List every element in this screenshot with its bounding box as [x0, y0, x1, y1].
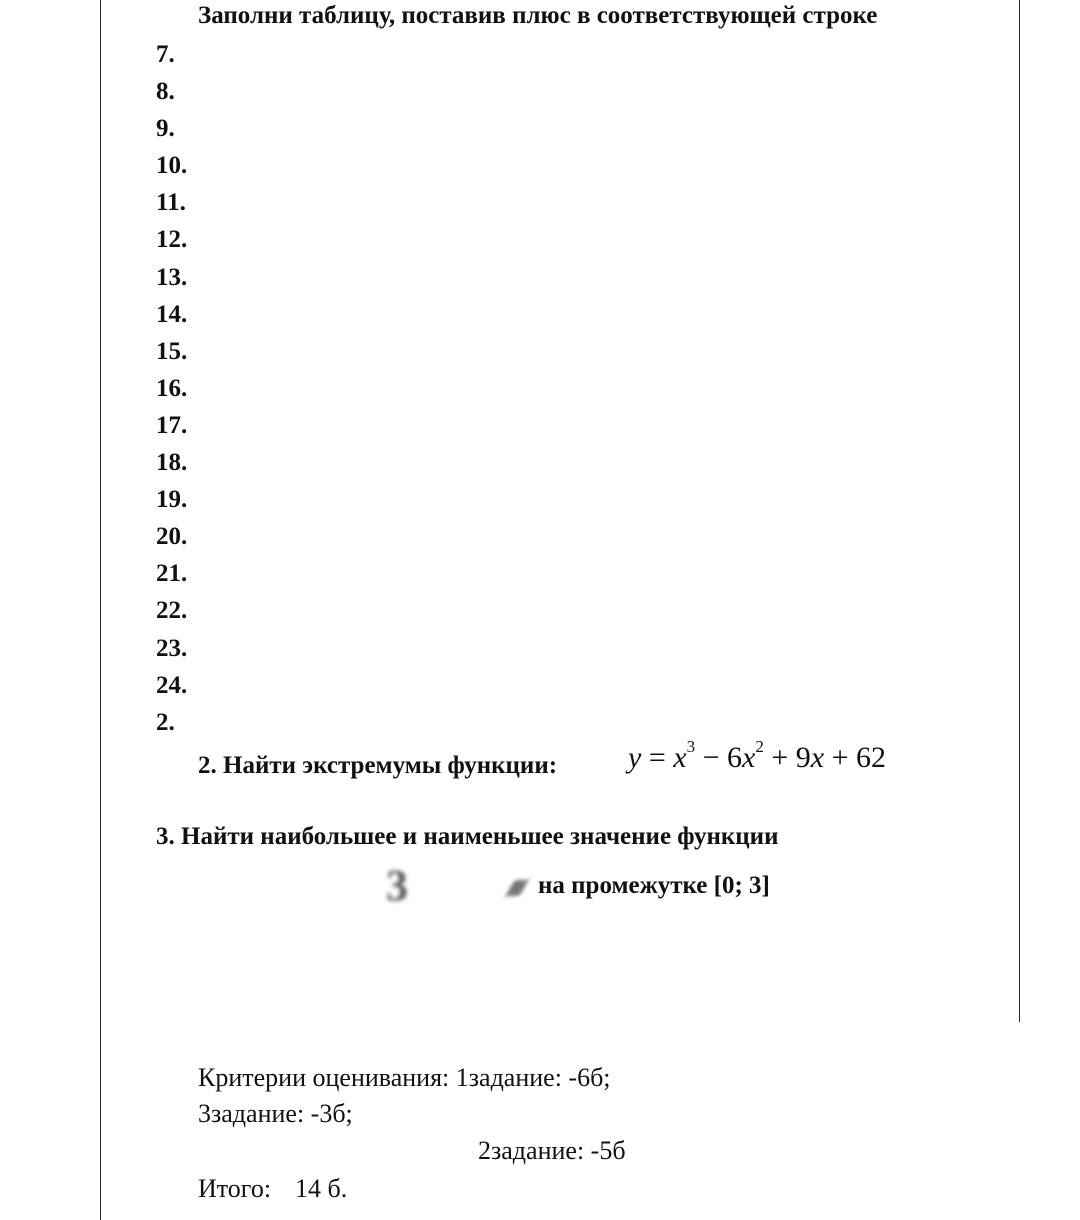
formula-plus: + 9	[763, 741, 811, 774]
list-item: 16.	[156, 374, 188, 402]
list-item: 11.	[156, 189, 186, 217]
list-item: 24.	[156, 671, 188, 699]
table-instruction-heading: Заполни таблицу, поставив плюс в соответствующей строке	[198, 2, 878, 29]
list-item: 19.	[156, 486, 188, 514]
page-border-right	[1019, 0, 1020, 1022]
criteria-line2: 3задание: -3б;	[198, 1099, 353, 1128]
formula-minus: − 6	[695, 741, 742, 774]
list-item: 17.	[156, 411, 188, 439]
page-border-left	[100, 0, 101, 1220]
list-item: 10.	[156, 152, 188, 180]
formula-y: y	[628, 741, 642, 774]
formula-exp1: 3	[686, 737, 696, 756]
blurred-formula-fragment	[505, 880, 528, 896]
criteria-line1: Критерии оценивания: 1задание: -6б;	[198, 1063, 611, 1092]
function-formula	[628, 737, 886, 775]
criteria-line3: 2задание: -5б	[478, 1136, 626, 1165]
formula-x3: x	[810, 741, 825, 774]
task3-interval: на промежутке [0; 3]	[538, 872, 770, 899]
list-item: 14.	[156, 300, 188, 328]
blurred-formula-image: 3	[386, 861, 408, 910]
list-item: 22.	[156, 597, 188, 625]
formula-eq: =	[641, 741, 674, 774]
list-item: 9.	[156, 115, 175, 143]
list-item: 7.	[156, 41, 175, 68]
list-item: 15.	[156, 337, 188, 365]
formula-tail: + 62	[824, 741, 886, 774]
list-item: 18.	[156, 449, 188, 477]
formula-x1: x	[673, 741, 687, 774]
list-item: 2.	[156, 708, 175, 736]
list-item: 8.	[156, 78, 175, 106]
numbered-list	[156, 36, 187, 741]
formula-exp2: 2	[755, 737, 764, 756]
list-item: 12.	[156, 226, 188, 254]
list-item: 23.	[156, 634, 188, 662]
list-item: 20.	[156, 523, 188, 551]
total-label: Итого:	[198, 1174, 272, 1203]
total-value: 14 б.	[295, 1174, 348, 1203]
task3-label: 3. Найти наибольшее и наименьшее значение функции	[156, 823, 779, 850]
criteria-total	[198, 1174, 347, 1204]
task2-label: 2. Найти экстремумы функции:	[198, 752, 558, 779]
list-item: 21.	[156, 560, 188, 588]
formula-x2: x	[742, 741, 756, 774]
list-item: 13.	[156, 263, 188, 291]
